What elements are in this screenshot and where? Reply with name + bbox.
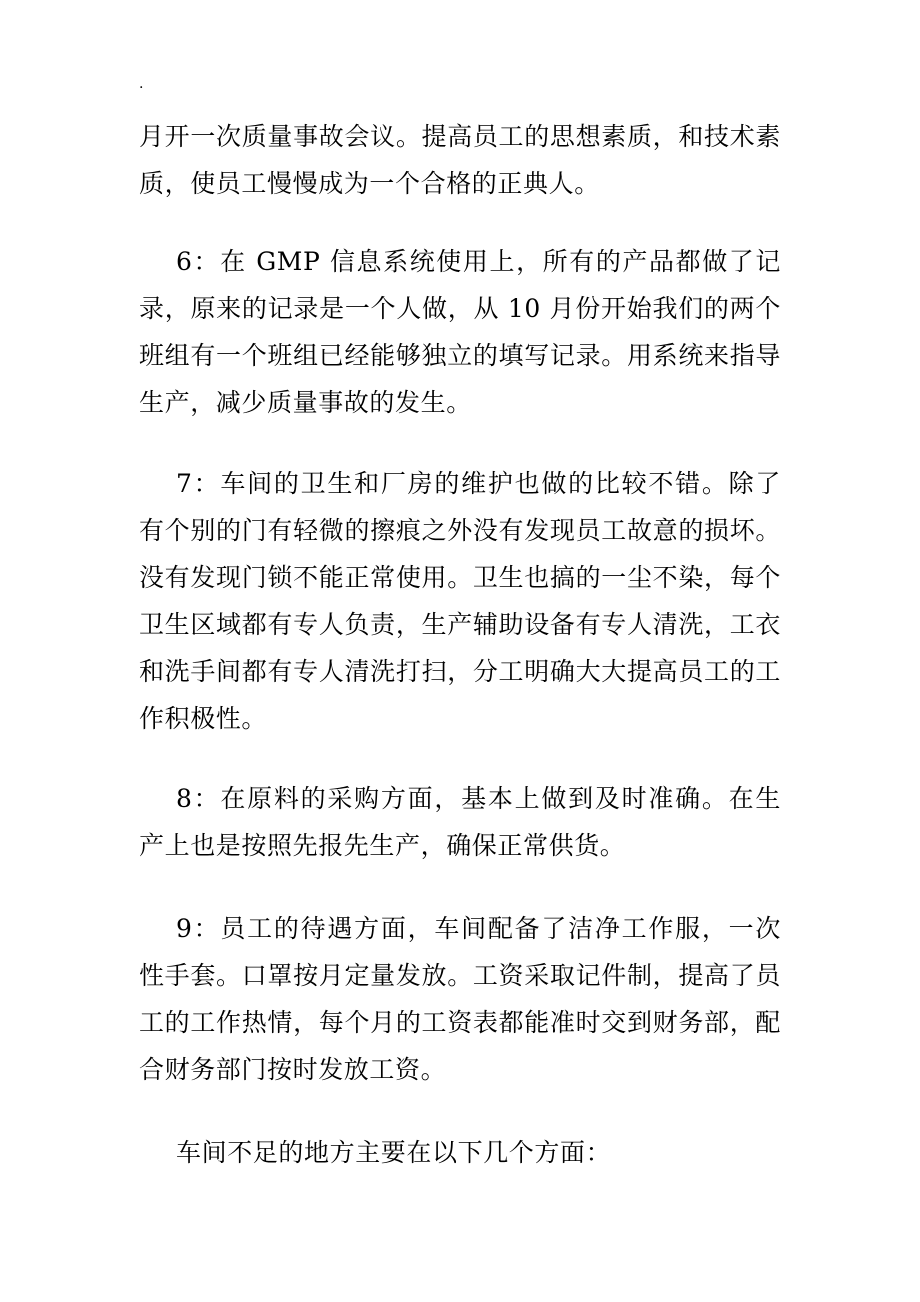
paragraph-item-9: 9：员工的待遇方面，车间配备了洁净工作服，一次性手套。口罩按月定量发放。工资采取记件制，提高了员工的工作热情，每个月的工资表都能准时交到财务部，配合财务部门按时发放工资。 — [139, 914, 781, 1084]
paragraph-item-8: 8：在原料的采购方面，基本上做到及时准确。在生产上也是按照先报先生产，确保正常供货。 — [139, 784, 781, 860]
document-body — [139, 113, 781, 1207]
paragraph-continuation: 月开一次质量事故会议。提高员工的思想素质，和技术素质，使员工慢慢成为一个合格的正典人。 — [139, 122, 781, 198]
paragraph-item-7: 7：车间的卫生和厂房的维护也做的比较不错。除了有个别的门有轻微的擦痕之外没有发现员工故意的损坏。没有发现门锁不能正常使用。卫生也搞的一尘不染，每个卫生区域都有专人负责，生产辅助设备有专人清洗，工衣和洗手间都有专人清洗打扫，分工明确大大提高员工的工作积极性。 — [139, 469, 781, 733]
paragraph-item-6: 6：在 GMP 信息系统使用上，所有的产品都做了记录，原来的记录是一个人做，从 10 月份开始我们的两个班组有一个班组已经能够独立的填写记录。用系统来指导生产，减少质量事故的发生。 — [139, 247, 781, 417]
paragraph-shortcomings-heading: 车间不足的地方主要在以下几个方面： — [176, 1138, 612, 1167]
header-mark: . — [139, 76, 144, 92]
